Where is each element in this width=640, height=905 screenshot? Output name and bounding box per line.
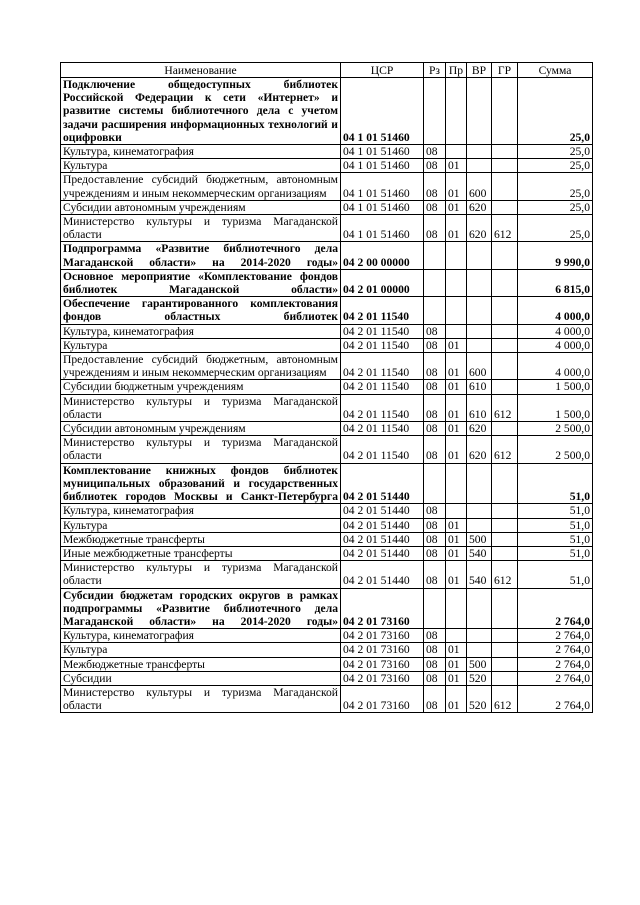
row-csr-cell: 04 2 01 11540 [341, 297, 424, 324]
row-sum-cell: 4 000,0 [518, 338, 593, 352]
row-pr-cell [446, 324, 467, 338]
row-vr-cell [467, 504, 492, 518]
table-row [61, 380, 593, 394]
row-vr-cell: 610 [467, 380, 492, 394]
row-vr-cell: 500 [467, 657, 492, 671]
row-gr-cell [492, 671, 518, 685]
row-sum-cell: 25,0 [518, 215, 593, 242]
row-csr-cell: 04 2 01 11540 [341, 353, 424, 380]
row-pr-cell: 01 [446, 394, 467, 421]
row-csr-cell: 04 2 01 51440 [341, 504, 424, 518]
row-name-cell: Министерство культуры и туризма Магаданской области [61, 685, 341, 712]
row-name-cell: Обеспечение гарантированного комплектования фондов областных библиотек [61, 297, 341, 324]
row-rz-cell [424, 242, 446, 269]
table-row [61, 657, 593, 671]
row-pr-cell: 01 [446, 671, 467, 685]
table-row [61, 422, 593, 436]
row-gr-cell: 612 [492, 215, 518, 242]
row-pr-cell: 01 [446, 657, 467, 671]
row-vr-cell: 610 [467, 394, 492, 421]
row-vr-cell: 600 [467, 353, 492, 380]
table-row [61, 200, 593, 214]
table-row [61, 215, 593, 242]
row-pr-cell: 01 [446, 353, 467, 380]
row-pr-cell [446, 297, 467, 324]
row-gr-cell: 612 [492, 394, 518, 421]
row-csr-cell: 04 2 01 11540 [341, 394, 424, 421]
table-row [61, 671, 593, 685]
row-csr-cell: 04 2 01 73160 [341, 671, 424, 685]
row-rz-cell: 08 [424, 145, 446, 159]
row-name-cell: Субсидии автономным учреждениям [61, 200, 341, 214]
row-vr-cell: 520 [467, 671, 492, 685]
row-name-cell: Министерство культуры и туризма Магаданской области [61, 561, 341, 588]
row-vr-cell [467, 159, 492, 173]
row-gr-cell [492, 532, 518, 546]
row-csr-cell: 04 2 01 51440 [341, 532, 424, 546]
row-pr-cell: 01 [446, 380, 467, 394]
table-row [61, 643, 593, 657]
row-name-cell: Министерство культуры и туризма Магаданской области [61, 215, 341, 242]
table-body [61, 78, 593, 713]
table-row [61, 269, 593, 296]
header-csr: ЦСР [341, 63, 424, 78]
row-vr-cell [467, 297, 492, 324]
row-pr-cell: 01 [446, 173, 467, 200]
row-csr-cell: 04 2 01 51440 [341, 546, 424, 560]
table-row [61, 394, 593, 421]
row-csr-cell: 04 2 01 73160 [341, 643, 424, 657]
row-csr-cell: 04 1 01 51460 [341, 78, 424, 145]
row-csr-cell: 04 1 01 51460 [341, 173, 424, 200]
row-pr-cell: 01 [446, 159, 467, 173]
row-vr-cell: 600 [467, 173, 492, 200]
header-name: Наименование [61, 63, 341, 78]
row-sum-cell: 2 764,0 [518, 657, 593, 671]
row-rz-cell: 08 [424, 394, 446, 421]
table-row [61, 561, 593, 588]
header-pr: Пр [446, 63, 467, 78]
row-name-cell: Подключение общедоступных библиотек Российской Федерации к сети «Интернет» и развитие системы библиотечного дела с учетом задачи расширения информационных технологий и оцифровки [61, 78, 341, 145]
row-vr-cell [467, 518, 492, 532]
header-gr: ГР [492, 63, 518, 78]
row-name-cell: Культура, кинематография [61, 629, 341, 643]
row-rz-cell: 08 [424, 422, 446, 436]
row-name-cell: Предоставление субсидий бюджетным, автономным учреждениям и иным некоммерческим организациям [61, 353, 341, 380]
row-pr-cell: 01 [446, 338, 467, 352]
row-name-cell: Культура [61, 338, 341, 352]
row-gr-cell [492, 242, 518, 269]
row-name-cell: Субсидии автономным учреждениям [61, 422, 341, 436]
row-gr-cell [492, 518, 518, 532]
row-gr-cell [492, 546, 518, 560]
table-row [61, 588, 593, 629]
row-rz-cell [424, 78, 446, 145]
row-pr-cell [446, 242, 467, 269]
row-name-cell: Министерство культуры и туризма Магаданской области [61, 436, 341, 463]
row-sum-cell: 51,0 [518, 504, 593, 518]
row-rz-cell: 08 [424, 215, 446, 242]
row-sum-cell: 25,0 [518, 145, 593, 159]
row-name-cell: Комплектование книжных фондов библиотек муниципальных образований и государственных библиотек городов Москвы и Санкт-Петербурга [61, 463, 341, 504]
table-row [61, 145, 593, 159]
row-csr-cell: 04 2 01 11540 [341, 422, 424, 436]
row-vr-cell: 500 [467, 532, 492, 546]
row-csr-cell: 04 2 01 73160 [341, 588, 424, 629]
row-pr-cell: 01 [446, 643, 467, 657]
row-name-cell: Иные межбюджетные трансферты [61, 546, 341, 560]
table-row [61, 324, 593, 338]
row-name-cell: Культура, кинематография [61, 324, 341, 338]
row-rz-cell: 08 [424, 629, 446, 643]
row-sum-cell: 25,0 [518, 159, 593, 173]
row-gr-cell [492, 643, 518, 657]
row-rz-cell [424, 588, 446, 629]
row-vr-cell [467, 463, 492, 504]
row-sum-cell: 4 000,0 [518, 353, 593, 380]
row-csr-cell: 04 2 01 51440 [341, 561, 424, 588]
table-row [61, 518, 593, 532]
row-name-cell: Культура, кинематография [61, 504, 341, 518]
row-csr-cell: 04 2 01 73160 [341, 685, 424, 712]
row-gr-cell [492, 78, 518, 145]
row-gr-cell [492, 463, 518, 504]
row-csr-cell: 04 2 01 73160 [341, 629, 424, 643]
table-row [61, 297, 593, 324]
row-gr-cell [492, 324, 518, 338]
row-sum-cell: 4 000,0 [518, 324, 593, 338]
row-rz-cell [424, 463, 446, 504]
row-gr-cell [492, 380, 518, 394]
row-sum-cell: 2 764,0 [518, 588, 593, 629]
table-row [61, 685, 593, 712]
row-rz-cell: 08 [424, 657, 446, 671]
row-vr-cell [467, 643, 492, 657]
table-row [61, 338, 593, 352]
row-pr-cell: 01 [446, 422, 467, 436]
row-sum-cell: 4 000,0 [518, 297, 593, 324]
row-sum-cell: 51,0 [518, 561, 593, 588]
row-pr-cell [446, 463, 467, 504]
row-sum-cell: 2 764,0 [518, 643, 593, 657]
row-sum-cell: 51,0 [518, 532, 593, 546]
row-rz-cell [424, 269, 446, 296]
row-name-cell: Культура [61, 518, 341, 532]
row-gr-cell [492, 353, 518, 380]
row-csr-cell: 04 2 01 11540 [341, 338, 424, 352]
table-row [61, 504, 593, 518]
row-sum-cell: 2 764,0 [518, 685, 593, 712]
row-rz-cell: 08 [424, 546, 446, 560]
row-name-cell: Межбюджетные трансферты [61, 532, 341, 546]
row-sum-cell: 1 500,0 [518, 394, 593, 421]
row-vr-cell [467, 324, 492, 338]
row-sum-cell: 51,0 [518, 546, 593, 560]
row-csr-cell: 04 2 01 73160 [341, 657, 424, 671]
table-row [61, 629, 593, 643]
row-name-cell: Основное мероприятие «Комплектование фондов библиотек Магаданской области» [61, 269, 341, 296]
row-rz-cell: 08 [424, 159, 446, 173]
row-rz-cell: 08 [424, 436, 446, 463]
row-vr-cell: 620 [467, 422, 492, 436]
row-rz-cell: 08 [424, 685, 446, 712]
table-row [61, 242, 593, 269]
row-vr-cell: 620 [467, 215, 492, 242]
row-csr-cell: 04 2 01 11540 [341, 324, 424, 338]
row-csr-cell: 04 1 01 51460 [341, 159, 424, 173]
row-vr-cell [467, 269, 492, 296]
table-row [61, 78, 593, 145]
row-pr-cell: 01 [446, 532, 467, 546]
row-pr-cell [446, 78, 467, 145]
row-csr-cell: 04 1 01 51460 [341, 200, 424, 214]
row-gr-cell [492, 657, 518, 671]
row-gr-cell [492, 629, 518, 643]
row-pr-cell: 01 [446, 561, 467, 588]
table-row [61, 463, 593, 504]
row-gr-cell: 612 [492, 685, 518, 712]
row-vr-cell [467, 588, 492, 629]
table-row [61, 436, 593, 463]
row-name-cell: Культура [61, 643, 341, 657]
row-rz-cell: 08 [424, 338, 446, 352]
row-vr-cell: 520 [467, 685, 492, 712]
budget-table [60, 62, 593, 713]
row-gr-cell [492, 159, 518, 173]
row-rz-cell: 08 [424, 643, 446, 657]
table-row [61, 159, 593, 173]
row-pr-cell [446, 629, 467, 643]
row-rz-cell: 08 [424, 173, 446, 200]
row-vr-cell: 540 [467, 561, 492, 588]
row-gr-cell: 612 [492, 561, 518, 588]
row-csr-cell: 04 2 01 00000 [341, 269, 424, 296]
row-rz-cell: 08 [424, 561, 446, 588]
row-gr-cell [492, 588, 518, 629]
row-rz-cell: 08 [424, 200, 446, 214]
row-name-cell: Предоставление субсидий бюджетным, автономным учреждениям и иным некоммерческим организациям [61, 173, 341, 200]
row-vr-cell: 620 [467, 436, 492, 463]
row-sum-cell: 9 990,0 [518, 242, 593, 269]
row-rz-cell: 08 [424, 504, 446, 518]
row-csr-cell: 04 2 01 11540 [341, 436, 424, 463]
row-gr-cell [492, 504, 518, 518]
header-vr: ВР [467, 63, 492, 78]
row-pr-cell [446, 145, 467, 159]
row-sum-cell: 25,0 [518, 173, 593, 200]
row-rz-cell: 08 [424, 324, 446, 338]
row-vr-cell [467, 145, 492, 159]
row-gr-cell [492, 269, 518, 296]
row-sum-cell: 2 764,0 [518, 671, 593, 685]
row-pr-cell [446, 588, 467, 629]
row-sum-cell: 2 500,0 [518, 436, 593, 463]
row-sum-cell: 25,0 [518, 200, 593, 214]
row-sum-cell: 25,0 [518, 78, 593, 145]
row-vr-cell [467, 78, 492, 145]
row-name-cell: Субсидии бюджетным учреждениям [61, 380, 341, 394]
row-rz-cell: 08 [424, 671, 446, 685]
row-sum-cell: 2 764,0 [518, 629, 593, 643]
row-name-cell: Культура [61, 159, 341, 173]
row-sum-cell: 1 500,0 [518, 380, 593, 394]
header-rz: Рз [424, 63, 446, 78]
row-rz-cell: 08 [424, 532, 446, 546]
row-pr-cell: 01 [446, 215, 467, 242]
table-row [61, 353, 593, 380]
row-sum-cell: 51,0 [518, 463, 593, 504]
table-row [61, 532, 593, 546]
row-gr-cell [492, 200, 518, 214]
table-row [61, 173, 593, 200]
row-vr-cell: 620 [467, 200, 492, 214]
row-name-cell: Межбюджетные трансферты [61, 657, 341, 671]
row-rz-cell: 08 [424, 518, 446, 532]
row-gr-cell [492, 422, 518, 436]
row-vr-cell [467, 242, 492, 269]
row-name-cell: Министерство культуры и туризма Магаданской области [61, 394, 341, 421]
row-gr-cell [492, 297, 518, 324]
row-gr-cell [492, 173, 518, 200]
row-name-cell: Субсидии [61, 671, 341, 685]
row-rz-cell: 08 [424, 353, 446, 380]
row-name-cell: Культура, кинематография [61, 145, 341, 159]
row-csr-cell: 04 2 01 11540 [341, 380, 424, 394]
row-csr-cell: 04 1 01 51460 [341, 145, 424, 159]
row-gr-cell [492, 145, 518, 159]
table-row [61, 546, 593, 560]
row-pr-cell: 01 [446, 200, 467, 214]
row-vr-cell [467, 629, 492, 643]
row-csr-cell: 04 2 01 51440 [341, 463, 424, 504]
row-pr-cell [446, 269, 467, 296]
row-sum-cell: 51,0 [518, 518, 593, 532]
table-header-row [61, 63, 593, 78]
row-gr-cell [492, 338, 518, 352]
row-sum-cell: 2 500,0 [518, 422, 593, 436]
row-pr-cell: 01 [446, 436, 467, 463]
row-csr-cell: 04 2 01 51440 [341, 518, 424, 532]
row-rz-cell: 08 [424, 380, 446, 394]
row-pr-cell [446, 504, 467, 518]
row-rz-cell [424, 297, 446, 324]
header-sum: Сумма [518, 63, 593, 78]
row-csr-cell: 04 2 00 00000 [341, 242, 424, 269]
row-name-cell: Субсидии бюджетам городских округов в рамках подпрограммы «Развитие библиотечного дела Магаданской области» на 2014-2020 годы» [61, 588, 341, 629]
row-vr-cell [467, 338, 492, 352]
row-name-cell: Подпрограмма «Развитие библиотечного дела Магаданской области» на 2014-2020 годы» [61, 242, 341, 269]
row-pr-cell: 01 [446, 546, 467, 560]
row-sum-cell: 6 815,0 [518, 269, 593, 296]
row-vr-cell: 540 [467, 546, 492, 560]
row-gr-cell: 612 [492, 436, 518, 463]
row-pr-cell: 01 [446, 685, 467, 712]
row-csr-cell: 04 1 01 51460 [341, 215, 424, 242]
row-pr-cell: 01 [446, 518, 467, 532]
